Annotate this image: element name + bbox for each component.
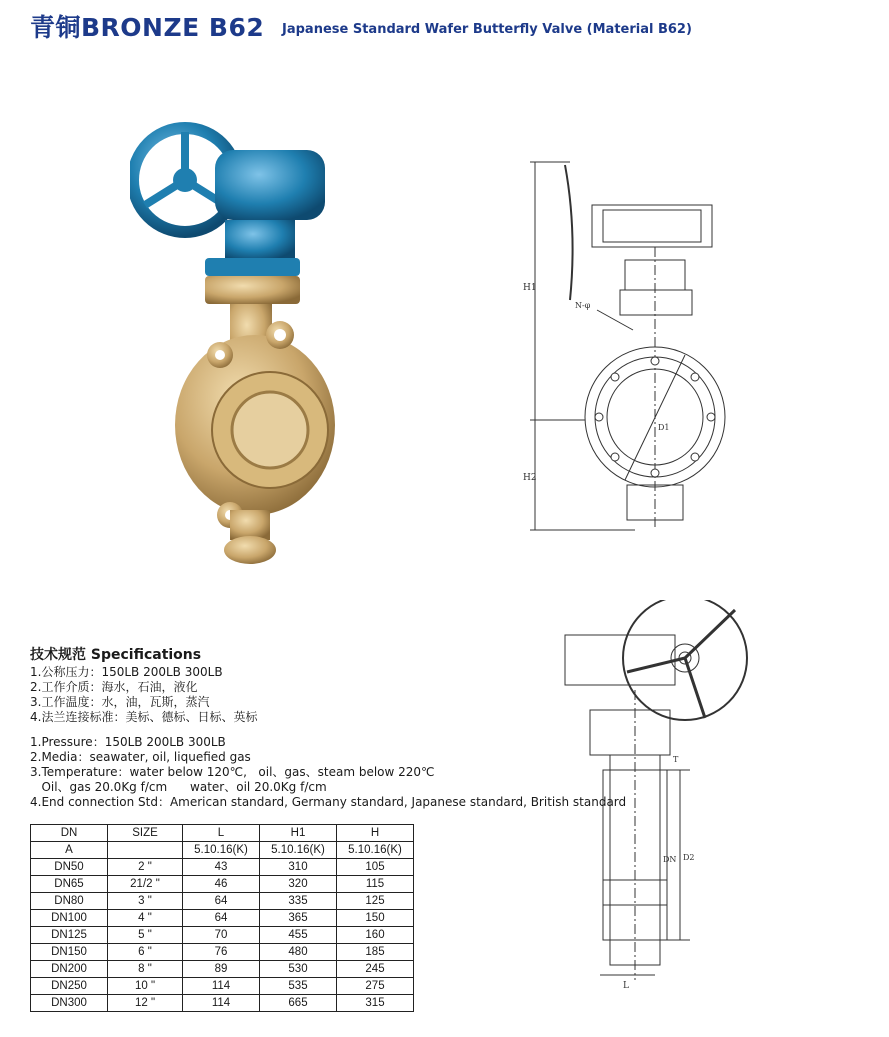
dimensions-table <box>30 824 414 1012</box>
spec-line-cn: 4.法兰连接标准：美标、德标、日标、英标 <box>30 710 258 724</box>
n-label: N-φ <box>575 301 591 310</box>
table-row <box>31 876 414 893</box>
spec-line-en: 4.End connection Std：American standard, Germany standard, Japanese standard, British standard <box>30 795 627 809</box>
table-cell: 64 <box>183 893 260 910</box>
table-cell: 64 <box>183 910 260 927</box>
specifications-heading: 技术规范 Specifications <box>30 647 202 663</box>
table-cell: 315 <box>337 995 414 1012</box>
table-cell: 5.10.16(K) <box>183 842 260 859</box>
header-h: H <box>337 825 414 842</box>
table-cell: 6 " <box>108 944 183 961</box>
table-row <box>31 978 414 995</box>
table-cell: 114 <box>183 978 260 995</box>
valve-photo <box>130 110 360 570</box>
table-cell: 2 " <box>108 859 183 876</box>
table-cell: 21/2 " <box>108 876 183 893</box>
gearbox-shape <box>215 150 325 220</box>
table-cell: 70 <box>183 927 260 944</box>
header-dn: DN <box>31 825 108 842</box>
table-row <box>31 961 414 978</box>
t-label: T <box>673 755 679 764</box>
spec-line-en: 1.Pressure：150LB 200LB 300LB <box>30 735 226 749</box>
table-row <box>31 893 414 910</box>
table-cell: 160 <box>337 927 414 944</box>
table-body <box>31 859 414 1012</box>
table-cell: 5 " <box>108 927 183 944</box>
table-cell: 46 <box>183 876 260 893</box>
table-cell: 114 <box>183 995 260 1012</box>
table-row <box>31 910 414 927</box>
spec-line-cn: 1.公称压力：150LB 200LB 300LB <box>30 665 223 679</box>
table-cell: A <box>31 842 108 859</box>
table-row <box>31 859 414 876</box>
table-cell: 3 " <box>108 893 183 910</box>
table-cell: 125 <box>337 893 414 910</box>
table-row <box>31 927 414 944</box>
front-view-drawing <box>515 150 765 540</box>
table-cell: DN65 <box>31 876 108 893</box>
table-cell: 455 <box>260 927 337 944</box>
d2-label: D2 <box>683 853 695 862</box>
table-cell: 76 <box>183 944 260 961</box>
table-cell: DN125 <box>31 927 108 944</box>
table-cell: 115 <box>337 876 414 893</box>
header-h1: H1 <box>260 825 337 842</box>
page-subtitle: Japanese Standard Wafer Butterfly Valve (Material B62) <box>282 22 692 37</box>
table-cell: 12 " <box>108 995 183 1012</box>
table-cell: 310 <box>260 859 337 876</box>
d1-label: D1 <box>658 423 670 432</box>
table-cell: 5.10.16(K) <box>337 842 414 859</box>
table-cell: 105 <box>337 859 414 876</box>
spec-line-cn: 3.工作温度：水，油，瓦斯，蒸汽 <box>30 695 210 709</box>
table-cell: 320 <box>260 876 337 893</box>
spec-line-en: Oil、gas 20.0Kg f/cm water、oil 20.0Kg f/cm <box>30 780 327 794</box>
specifications-list <box>30 665 627 810</box>
spec-line-en: 2.Media：seawater, oil, liquefied gas <box>30 750 251 764</box>
dn-label: DN <box>663 855 677 864</box>
table-row <box>31 944 414 961</box>
table-cell: 89 <box>183 961 260 978</box>
table-row <box>31 995 414 1012</box>
table-cell: DN50 <box>31 859 108 876</box>
table-cell: 4 " <box>108 910 183 927</box>
table-subheader-row <box>31 842 414 859</box>
table-cell: 245 <box>337 961 414 978</box>
table-cell: DN200 <box>31 961 108 978</box>
table-cell: 5.10.16(K) <box>260 842 337 859</box>
spec-line-en: 3.Temperature：water below 120℃, oil、gas、steam below 220℃ <box>30 765 435 779</box>
table-cell: 150 <box>337 910 414 927</box>
l-label: L <box>623 981 629 990</box>
page-title: 青铜BRONZE B62 <box>30 13 265 42</box>
table-cell: 275 <box>337 978 414 995</box>
header-l: L <box>183 825 260 842</box>
table-cell: 43 <box>183 859 260 876</box>
table-cell: 10 " <box>108 978 183 995</box>
table-cell: 665 <box>260 995 337 1012</box>
spec-line-cn: 2.工作介质：海水，石油，液化 <box>30 680 198 694</box>
table-cell: DN80 <box>31 893 108 910</box>
table-header-row <box>31 825 414 842</box>
table-cell: DN250 <box>31 978 108 995</box>
table-cell: 365 <box>260 910 337 927</box>
table-cell: DN300 <box>31 995 108 1012</box>
table-cell: 480 <box>260 944 337 961</box>
table-cell: 535 <box>260 978 337 995</box>
table-cell: DN100 <box>31 910 108 927</box>
h2-label: H2 <box>523 473 537 483</box>
table-cell: 335 <box>260 893 337 910</box>
table-cell: 530 <box>260 961 337 978</box>
h1-label: H1 <box>523 283 537 293</box>
table-cell: 8 " <box>108 961 183 978</box>
table-cell: DN150 <box>31 944 108 961</box>
table-cell: 185 <box>337 944 414 961</box>
header-size: SIZE <box>108 825 183 842</box>
table-cell <box>108 842 183 859</box>
